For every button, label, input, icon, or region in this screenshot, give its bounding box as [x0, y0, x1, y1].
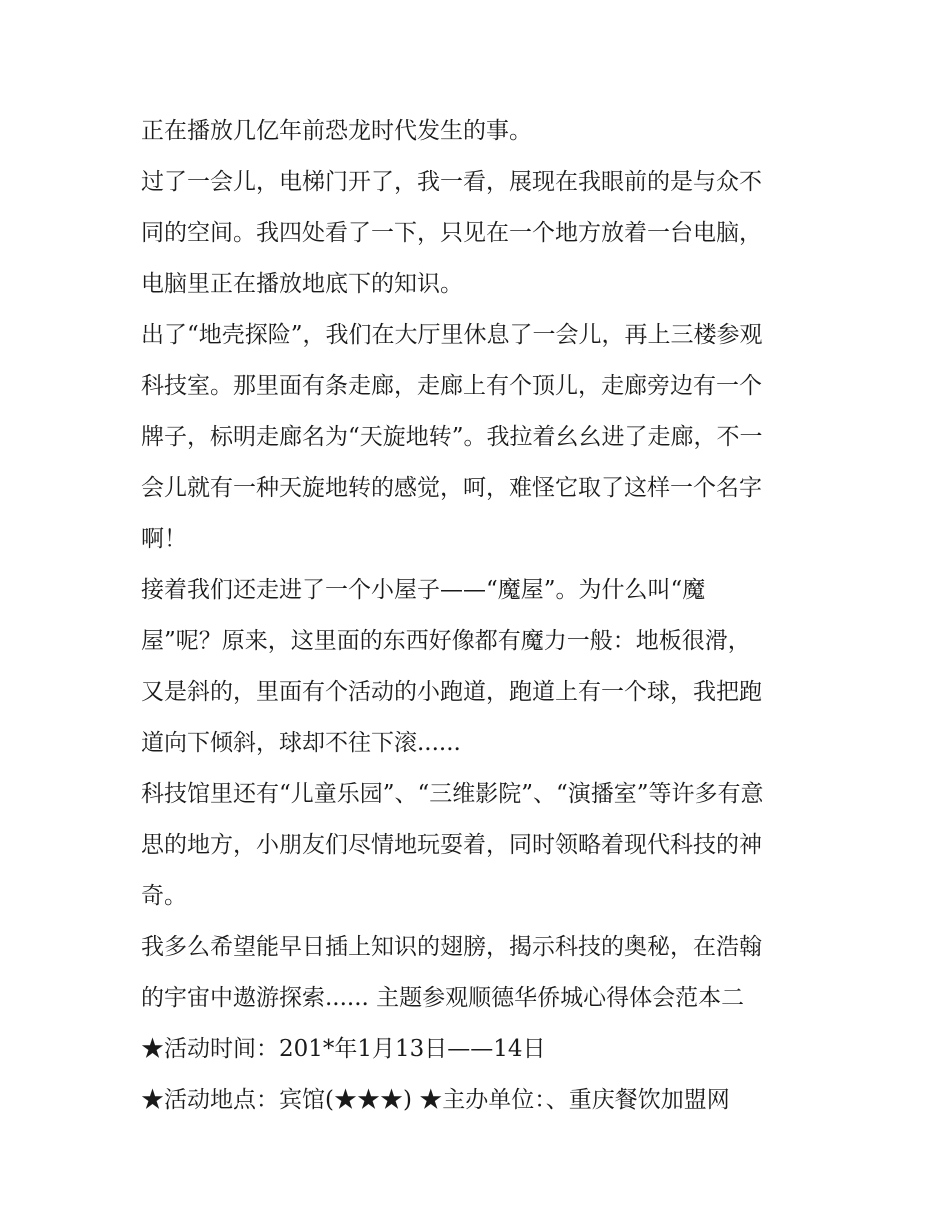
text-line: 会儿就有一种天旋地转的感觉，呵，难怪它取了这样一个名字 [141, 475, 762, 501]
text-line: 屋”呢？原来，这里面的东西好像都有魔力一般：地板很滑， [141, 628, 751, 654]
text-line: 同的空间。我四处看了一下，只见在一个地方放着一台电脑， [141, 220, 762, 246]
text-line: 道向下倾斜，球却不往下滚...... [141, 730, 461, 756]
text-line: 正在播放几亿年前恐龙时代发生的事。 [141, 118, 532, 144]
text-line: 科技馆里还有“儿童乐园”、“三维影院”、“演播室”等许多有意 [141, 781, 764, 807]
text-line: 奇。 [141, 883, 187, 909]
document-body [141, 106, 821, 1126]
text-line: 啊！ [141, 526, 187, 552]
text-line: 电脑里正在播放地底下的知识。 [141, 271, 463, 297]
text-line: 我多么希望能早日插上知识的翅膀，揭示科技的奥秘，在浩翰 [141, 934, 762, 960]
text-line: 牌子，标明走廊名为“天旋地转”。我拉着幺幺进了走廊，不一 [141, 424, 763, 450]
text-line: 又是斜的，里面有个活动的小跑道，跑道上有一个球，我把跑 [141, 679, 762, 705]
text-line: 接着我们还走进了一个小屋子——“魔屋”。为什么叫“魔 [141, 577, 706, 603]
text-line: 的宇宙中遨游探索...... 主题参观顺德华侨城心得体会范本二 [141, 985, 745, 1011]
text-line: 思的地方，小朋友们尽情地玩耍着，同时领略着现代科技的神 [141, 832, 762, 858]
text-line: 出了“地壳探险”，我们在大厅里休息了一会儿，再上三楼参观 [141, 322, 763, 348]
text-line: ★活动时间：201*年1月13日——14日 [141, 1036, 546, 1062]
text-line: ★活动地点：宾馆(★★★) ★主办单位：、重庆餐饮加盟网 [141, 1087, 730, 1113]
text-line: 科技室。那里面有条走廊，走廊上有个顶儿，走廊旁边有一个 [141, 373, 762, 399]
text-line: 过了一会儿，电梯门开了，我一看，展现在我眼前的是与众不 [141, 169, 762, 195]
